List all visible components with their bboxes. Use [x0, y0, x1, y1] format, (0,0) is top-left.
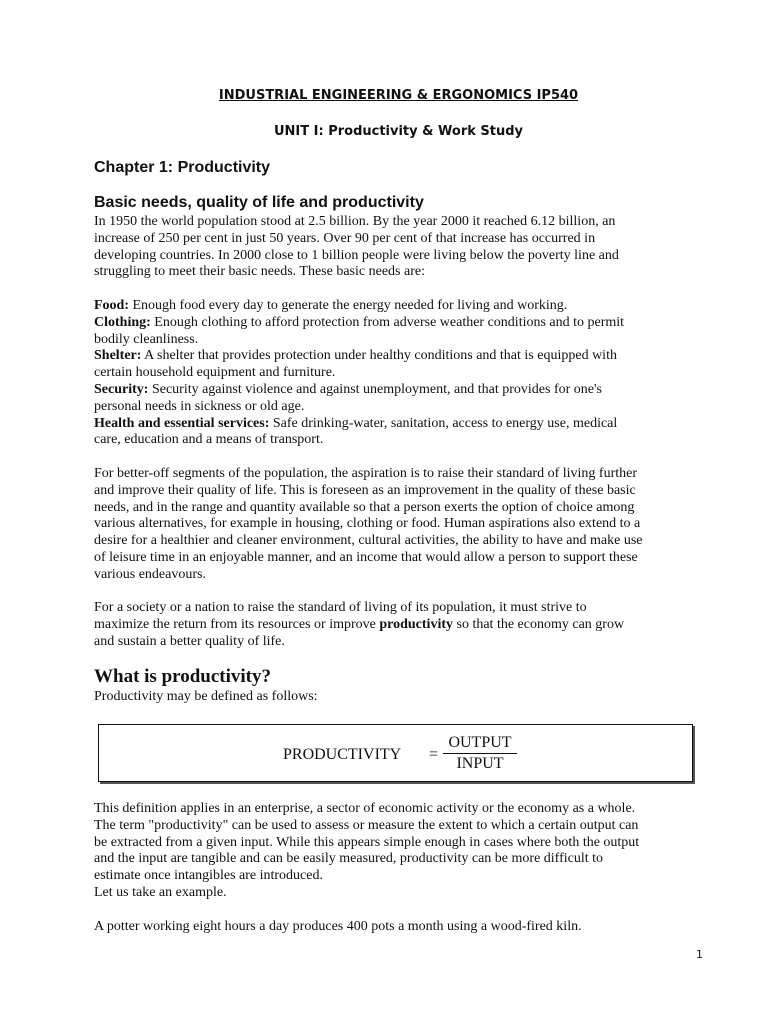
society-line: and sustain a better quality of life.	[94, 633, 285, 649]
intro-line: In 1950 the world population stood at 2.5 billion. By the year 2000 it reached 6.12 billion, an	[94, 214, 616, 229]
section-heading-what-is-productivity: What is productivity?	[94, 666, 272, 687]
example-intro: Let us take an example.	[94, 884, 227, 900]
need-text: care, education and a means of transport.	[94, 432, 324, 448]
aspiration-line: For better-off segments of the population, the aspiration is to raise their standard of living further	[94, 466, 637, 481]
formula-fraction	[443, 734, 517, 773]
intro-line: developing countries. In 2000 close to 1 billion people were living below the poverty line and	[94, 247, 619, 263]
need-text: Safe drinking-water, sanitation, access to energy use, medical	[272, 415, 618, 431]
example-paragraph	[94, 919, 703, 936]
need-term: Security:	[94, 381, 149, 397]
need-text: bodily cleanliness.	[94, 331, 199, 347]
need-text: personal needs in sickness or old age.	[94, 398, 305, 414]
definition-line: estimate once intangibles are introduced.	[94, 868, 323, 884]
society-text: maximize the return from its resources or improve	[94, 616, 380, 632]
definition-paragraph	[94, 801, 703, 902]
aspiration-line: various alternatives, for example in housing, clothing or food. Human aspirations also extend to a	[94, 516, 641, 532]
society-line	[94, 617, 703, 634]
need-term: Health and essential services:	[94, 415, 270, 431]
intro-line: struggling to meet their basic needs. These basic needs are:	[94, 264, 425, 280]
aspiration-line: needs, and in the range and quantity available so that a person exerts the option of choice among	[94, 499, 635, 515]
need-clothing	[94, 315, 703, 332]
course-title: INDUSTRIAL ENGINEERING & ERGONOMICS IP540	[218, 88, 579, 103]
need-text: Security against violence and against unemployment, and that provides for one's	[151, 381, 602, 397]
fraction-bar	[443, 753, 517, 754]
formula-numerator: OUTPUT	[448, 734, 512, 751]
aspiration-paragraph	[94, 466, 703, 584]
need-text: Enough food every day to generate the energy needed for living and working.	[132, 298, 568, 313]
page-number: 1	[696, 948, 703, 961]
need-shelter	[94, 348, 703, 365]
definition-intro	[94, 689, 703, 706]
need-term: Shelter:	[94, 348, 142, 364]
example-text: A potter working eight hours a day produces 400 pots a month using a wood-fired kiln.	[94, 919, 582, 934]
need-term: Food:	[94, 298, 129, 313]
aspiration-line: of leisure time in an enjoyable manner, and an income that would allow a person to support these	[94, 549, 638, 565]
intro-paragraph	[94, 214, 703, 281]
aspiration-line: desire for a healthier and cleaner environment, cultural activities, the ability to have and make use	[94, 533, 643, 549]
definition-line: The term "productivity" can be used to assess or measure the extent to which a certain output can	[94, 817, 639, 833]
formula-lhs: PRODUCTIVITY	[283, 746, 402, 763]
formula-denominator: INPUT	[456, 755, 504, 772]
aspiration-line: and improve their quality of life. This is foreseen as an improvement in the quality of these basic	[94, 482, 636, 498]
basic-needs-list	[94, 298, 703, 449]
society-paragraph	[94, 600, 703, 650]
section-heading-basic-needs: Basic needs, quality of life and productivity	[94, 194, 424, 211]
unit-title: UNIT I: Productivity & Work Study	[273, 124, 524, 139]
need-health	[94, 416, 703, 433]
need-food	[94, 298, 703, 315]
need-text: certain household equipment and furniture.	[94, 365, 336, 381]
society-text: so that the economy can grow	[453, 616, 625, 632]
aspiration-line: various endeavours.	[94, 566, 206, 582]
definition-intro-text: Productivity may be defined as follows:	[94, 689, 318, 704]
need-text: Enough clothing to afford protection from adverse weather conditions and to permit	[154, 314, 625, 330]
definition-line: and the input are tangible and can be easily measured, productivity can be more difficult to	[94, 851, 604, 867]
intro-line: increase of 250 per cent in just 50 years. Over 90 per cent of that increase has occurred in	[94, 230, 596, 246]
definition-line: be extracted from a given input. While this appears simple enough in cases where both the output	[94, 834, 640, 850]
need-security	[94, 382, 703, 399]
definition-line: This definition applies in an enterprise, a sector of economic activity or the economy as a whole.	[94, 801, 636, 816]
formula-box	[98, 724, 693, 782]
formula-equals: =	[429, 746, 439, 763]
need-term: Clothing:	[94, 314, 151, 330]
chapter-title: Chapter 1: Productivity	[94, 159, 271, 176]
need-text: A shelter that provides protection under healthy conditions and that is equipped with	[144, 348, 617, 364]
society-line: For a society or a nation to raise the standard of living of its population, it must strive to	[94, 600, 587, 615]
productivity-term: productivity	[379, 616, 453, 632]
